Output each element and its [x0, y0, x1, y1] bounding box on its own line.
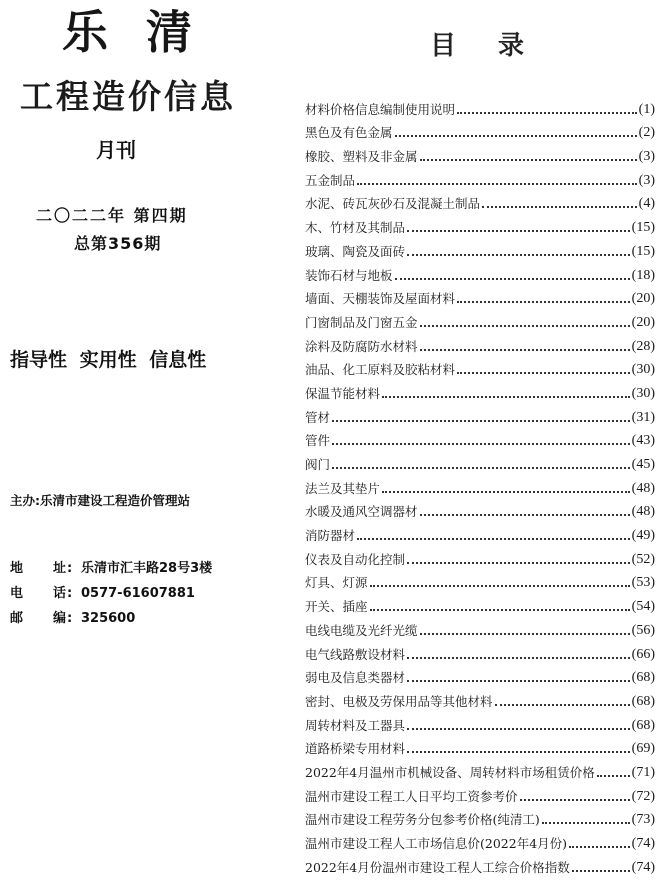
toc-entry-page: (15): [631, 220, 655, 236]
leader-dots: [407, 651, 630, 659]
leader-dots: [407, 556, 630, 564]
toc-entry-page: (30): [631, 385, 655, 401]
toc-entry-page: (52): [631, 551, 655, 567]
toc-entry-label: 消防器材: [305, 528, 356, 544]
toc-entry[interactable]: [305, 284, 655, 308]
leader-dots: [520, 793, 630, 801]
issue-year: 二〇二二年 第四期: [36, 206, 188, 225]
table-of-contents: [305, 94, 655, 876]
toc-entry[interactable]: [305, 165, 655, 189]
toc-entry-page: (3): [638, 149, 655, 165]
toc-entry-page: (2): [638, 125, 655, 141]
toc-entry-label: 道路桥梁专用材料: [305, 741, 406, 757]
leader-dots: [420, 319, 630, 327]
toc-entry-label: 门窗制品及门窗五金: [305, 314, 418, 330]
toc-entry-label: 法兰及其垫片: [305, 480, 381, 496]
toc-entry[interactable]: [305, 473, 655, 497]
toc-entry-page: (53): [631, 575, 655, 591]
toc-entry[interactable]: [305, 805, 655, 829]
toc-entry-page: (69): [631, 741, 655, 757]
contact-phone: 电 话 : 0577-61607881: [10, 585, 212, 610]
toc-entry[interactable]: [305, 426, 655, 450]
leader-dots: [407, 248, 630, 256]
toc-entry[interactable]: [305, 828, 655, 852]
postcode-value: 325600: [81, 611, 136, 626]
toc-title: 目录: [430, 31, 567, 61]
toc-entry[interactable]: [305, 378, 655, 402]
toc-entry-label: 保温节能材料: [305, 385, 381, 401]
toc-entry-page: (68): [631, 717, 655, 733]
cover-title: 乐清: [62, 5, 230, 59]
toc-entry-label: 木、竹材及其制品: [305, 220, 406, 236]
toc-entry-label: 温州市建设工程劳务分包参考价格(纯清工): [305, 812, 540, 828]
toc-entry-page: (43): [631, 433, 655, 449]
toc-entry-page: (45): [631, 457, 655, 472]
toc-entry[interactable]: [305, 686, 655, 710]
leader-dots: [407, 745, 630, 753]
address-value: 乐清市汇丰路28号3楼: [81, 561, 213, 576]
contact-info: [10, 560, 212, 635]
leader-dots: [407, 722, 630, 730]
toc-entry-page: (66): [631, 646, 655, 662]
cover-subtitle: 工程造价信息: [20, 77, 236, 116]
toc-entry[interactable]: [305, 781, 655, 805]
toc-entry-label: 周转材料及工器具: [305, 717, 406, 733]
toc-entry-page: (28): [631, 338, 655, 354]
leader-dots: [407, 224, 630, 232]
toc-entry-label: 灯具、灯源: [305, 575, 368, 591]
leader-dots: [569, 840, 630, 848]
toc-entry-label: 材料价格信息编制使用说明: [305, 101, 456, 117]
leader-dots: [332, 461, 630, 469]
toc-entry-label: 水泥、砖瓦灰砂石及混凝土制品: [305, 196, 481, 212]
toc-entry-page: (72): [631, 788, 655, 804]
toc-entry[interactable]: [305, 94, 655, 118]
toc-entry[interactable]: [305, 734, 655, 758]
toc-entry-page: (74): [631, 859, 655, 875]
toc-entry-page: (3): [638, 172, 655, 188]
toc-entry[interactable]: [305, 639, 655, 663]
leader-dots: [382, 485, 630, 493]
toc-entry-label: 油品、化工原料及胶粘材料: [305, 362, 456, 378]
toc-entry-page: (18): [631, 267, 655, 283]
toc-entry[interactable]: [305, 757, 655, 781]
leader-dots: [542, 816, 630, 824]
toc-entry-page: (31): [631, 409, 655, 425]
toc-entry-label: 五金制品: [305, 172, 356, 188]
publication-frequency: 月刊: [96, 138, 136, 162]
leader-dots: [420, 153, 637, 161]
leader-dots: [395, 129, 637, 137]
contact-address: 地 址 : 乐清市汇丰路28号3楼: [10, 560, 212, 585]
toc-entry[interactable]: [305, 307, 655, 331]
slogan: 指导性 实用性 信息性: [10, 349, 207, 371]
contact-postcode: 邮 编 : 325600: [10, 610, 212, 635]
toc-entry-label: 2022年4月温州市机械设备、周转材料市场租赁价格: [305, 764, 595, 780]
leader-dots: [357, 532, 630, 540]
toc-entry-label: 装饰石材与地板: [305, 267, 393, 283]
toc-entry[interactable]: [305, 544, 655, 568]
toc-entry-label: 电线电缆及光纤光缆: [305, 622, 418, 638]
toc-entry[interactable]: [305, 189, 655, 213]
leader-dots: [572, 864, 630, 872]
toc-entry-page: (20): [631, 314, 655, 330]
toc-entry-label: 弱电及信息类器材: [305, 670, 406, 686]
leader-dots: [495, 698, 630, 706]
toc-entry-label: 管件: [305, 433, 331, 449]
toc-entry[interactable]: [305, 402, 655, 426]
toc-entry-page: (49): [631, 528, 655, 544]
toc-entry[interactable]: [305, 710, 655, 734]
toc-entry[interactable]: [305, 236, 655, 260]
leader-dots: [370, 603, 630, 611]
toc-entry[interactable]: [305, 212, 655, 236]
toc-entry-page: (73): [631, 812, 655, 828]
leader-dots: [382, 390, 630, 398]
toc-entry-label: 黑色及有色金属: [305, 125, 393, 141]
toc-entry[interactable]: [305, 331, 655, 355]
leader-dots: [597, 769, 630, 777]
toc-entry[interactable]: [305, 591, 655, 615]
leader-dots: [357, 177, 637, 185]
toc-entry-page: (54): [631, 599, 655, 615]
toc-entry-page: (1): [638, 101, 655, 117]
toc-entry[interactable]: [305, 141, 655, 165]
toc-entry-label: 2022年4月份温州市建设工程人工综合价格指数: [305, 859, 570, 875]
issue-total: 总第356期: [74, 234, 162, 253]
leader-dots: [395, 272, 630, 280]
toc-entry[interactable]: [305, 520, 655, 544]
toc-entry-page: (48): [631, 504, 655, 520]
toc-entry-page: (48): [631, 480, 655, 496]
toc-entry[interactable]: [305, 663, 655, 687]
leader-dots: [407, 674, 630, 682]
leader-dots: [482, 200, 637, 208]
toc-entry-label: 橡胶、塑料及非金属: [305, 149, 418, 165]
toc-entry[interactable]: [305, 260, 655, 284]
toc-entry-label: 电气线路敷设材料: [305, 646, 406, 662]
leader-dots: [420, 627, 630, 635]
leader-dots: [457, 106, 637, 114]
toc-entry-page: (20): [631, 291, 655, 307]
leader-dots: [332, 437, 630, 445]
toc-entry-label: 涂料及防腐防水材料: [305, 338, 418, 354]
toc-entry[interactable]: [305, 355, 655, 379]
leader-dots: [370, 579, 630, 587]
toc-entry-label: 阀门: [305, 457, 331, 472]
phone-value: 0577-61607881: [81, 586, 195, 601]
toc-entry-page: (74): [631, 836, 655, 851]
toc-entry-page: (56): [631, 622, 655, 638]
toc-entry-label: 温州市建设工程工人日平均工资参考价: [305, 788, 518, 804]
toc-entry-page: (71): [631, 764, 655, 780]
toc-entry-label: 水暖及通风空调器材: [305, 504, 418, 520]
toc-entry-page: (68): [631, 670, 655, 686]
toc-entry-page: (4): [638, 196, 655, 212]
toc-entry-page: (30): [631, 362, 655, 378]
toc-entry[interactable]: [305, 449, 655, 473]
toc-entry-label: 墙面、天棚装饰及屋面材料: [305, 291, 456, 307]
toc-entry-label: 开关、插座: [305, 599, 368, 615]
sponsor: 主办:乐清市建设工程造价管理站: [10, 493, 190, 508]
toc-entry-label: 密封、电极及劳保用品等其他材料: [305, 693, 493, 709]
toc-entry[interactable]: [305, 568, 655, 592]
toc-entry-page: (68): [631, 693, 655, 709]
leader-dots: [420, 508, 630, 516]
toc-entry[interactable]: [305, 615, 655, 639]
leader-dots: [332, 414, 630, 422]
leader-dots: [420, 343, 630, 351]
toc-entry-label: 仪表及自动化控制: [305, 551, 406, 567]
leader-dots: [457, 295, 630, 303]
toc-entry[interactable]: [305, 497, 655, 521]
toc-entry[interactable]: [305, 118, 655, 142]
toc-entry-label: 温州市建设工程人工市场信息价(2022年4月份): [305, 836, 568, 851]
leader-dots: [457, 366, 630, 374]
cover-panel: [0, 0, 290, 895]
toc-entry[interactable]: [305, 852, 655, 876]
toc-entry-label: 玻璃、陶瓷及面砖: [305, 243, 406, 259]
toc-entry-page: (15): [631, 243, 655, 259]
toc-entry-label: 管材: [305, 409, 331, 425]
